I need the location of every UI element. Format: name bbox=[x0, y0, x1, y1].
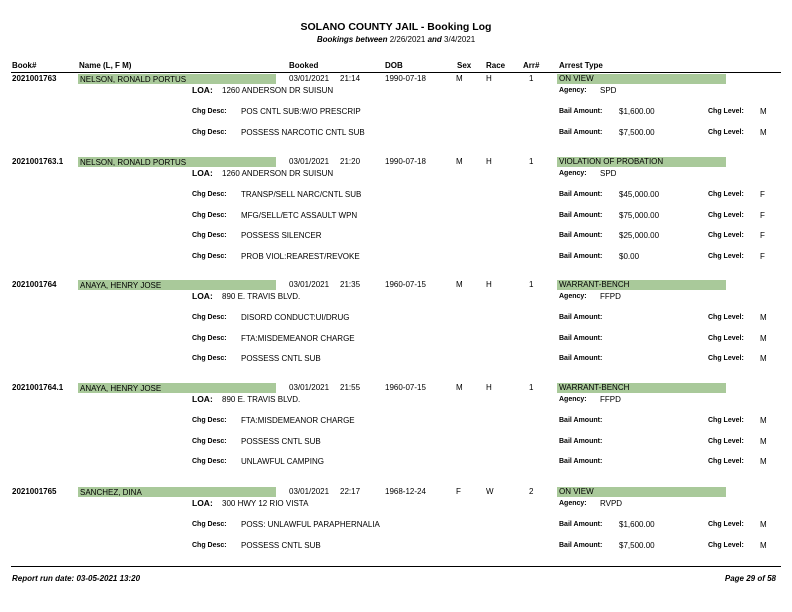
bail-amount-label: Bail Amount: bbox=[559, 128, 603, 136]
header-divider bbox=[11, 72, 781, 73]
bail-amount: $1,600.00 bbox=[619, 520, 655, 529]
chg-level-label: Chg Level: bbox=[708, 252, 744, 260]
arrest-type: ON VIEW bbox=[559, 487, 594, 496]
col-arr: Arr# bbox=[523, 61, 540, 70]
bail-amount-label: Bail Amount: bbox=[559, 252, 603, 260]
chg-desc-label: Chg Desc: bbox=[192, 191, 227, 198]
loa-value: 300 HWY 12 RIO VISTA bbox=[222, 499, 309, 508]
col-sex: Sex bbox=[457, 61, 472, 70]
sex: M bbox=[456, 157, 463, 166]
chg-level-label: Chg Level: bbox=[708, 211, 744, 219]
bail-amount: $0.00 bbox=[619, 251, 640, 261]
inmate-name: NELSON, RONALD PORTUS bbox=[80, 75, 187, 84]
race: H bbox=[486, 383, 492, 392]
bail-amount-label: Bail Amount: bbox=[559, 417, 603, 424]
inmate-name: ANAYA, HENRY JOSE bbox=[80, 384, 162, 393]
charge-level: M bbox=[760, 354, 767, 363]
booked-time: 21:55 bbox=[340, 383, 361, 392]
bail-amount-label: Bail Amount: bbox=[559, 232, 603, 239]
inmate-name: ANAYA, HENRY JOSE bbox=[80, 281, 162, 290]
bail-amount: $7,500.00 bbox=[619, 127, 655, 137]
sex: F bbox=[456, 487, 461, 496]
book-number: 2021001764.1 bbox=[12, 383, 64, 392]
bail-amount: $25,000.00 bbox=[619, 231, 660, 240]
charge-description: TRANSP/SELL NARC/CNTL SUB bbox=[241, 190, 362, 199]
charge-level: M bbox=[760, 313, 767, 322]
booked-time: 22:17 bbox=[340, 487, 361, 496]
charge-level: F bbox=[760, 210, 765, 220]
booked-date: 03/01/2021 bbox=[289, 280, 330, 289]
charge-description: PROB VIOL:REAREST/REVOKE bbox=[241, 251, 360, 261]
bail-amount-label: Bail Amount: bbox=[559, 191, 603, 198]
charge-description: POSSESS CNTL SUB bbox=[241, 354, 321, 363]
book-number: 2021001763 bbox=[12, 74, 57, 83]
charge-level: F bbox=[760, 190, 765, 199]
agency-value: FFPD bbox=[600, 292, 621, 301]
dob: 1990-07-18 bbox=[385, 74, 426, 83]
charge-description: FTA:MISDEMEANOR CHARGE bbox=[241, 333, 355, 343]
arrest-number: 1 bbox=[529, 383, 534, 392]
loa-value: 890 E. TRAVIS BLVD. bbox=[222, 395, 301, 404]
chg-desc-label: Chg Desc: bbox=[192, 314, 227, 321]
dob: 1968-12-24 bbox=[385, 487, 426, 496]
agency-value: RVPD bbox=[600, 499, 623, 508]
charge-description: POSSESS SILENCER bbox=[241, 231, 322, 240]
dob: 1960-07-15 bbox=[385, 383, 426, 392]
agency-value: SPD bbox=[600, 86, 617, 95]
book-number: 2021001764 bbox=[12, 280, 57, 289]
col-name: Name (L, F M) bbox=[79, 61, 132, 70]
agency-label: Agency: bbox=[559, 170, 587, 177]
chg-level-label: Chg Level: bbox=[708, 108, 744, 115]
arrest-type: VIOLATION OF PROBATION bbox=[559, 157, 664, 166]
agency-label: Agency: bbox=[559, 500, 587, 507]
charge-description: MFG/SELL/ETC ASSAULT WPN bbox=[241, 210, 358, 220]
subtitle-and: and bbox=[427, 35, 442, 44]
report-subtitle bbox=[0, 35, 792, 44]
charge-description: POSS: UNLAWFUL PARAPHERNALIA bbox=[241, 520, 380, 529]
chg-level-label: Chg Level: bbox=[708, 334, 744, 342]
report-run-date: Report run date: 03-05-2021 13:20 bbox=[12, 574, 141, 583]
booked-date: 03/01/2021 bbox=[289, 157, 330, 166]
arrest-type: ON VIEW bbox=[559, 74, 594, 83]
chg-level-label: Chg Level: bbox=[708, 458, 744, 465]
bail-amount-label: Bail Amount: bbox=[559, 541, 603, 549]
charge-level: M bbox=[760, 333, 767, 343]
charge-description: POS CNTL SUB:W/O PRESCRIP bbox=[241, 107, 361, 116]
footer-divider bbox=[11, 566, 781, 567]
charge-description: POSSESS CNTL SUB bbox=[241, 436, 321, 446]
booked-time: 21:20 bbox=[340, 157, 361, 166]
loa-label: LOA: bbox=[192, 498, 213, 508]
charge-description: DISORD CONDUCT:UI/DRUG bbox=[241, 313, 350, 322]
chg-level-label: Chg Level: bbox=[708, 128, 744, 136]
bail-amount-label: Bail Amount: bbox=[559, 458, 603, 465]
race: H bbox=[486, 157, 492, 166]
bail-amount-label: Bail Amount: bbox=[559, 108, 603, 115]
charge-description: POSSESS CNTL SUB bbox=[241, 540, 321, 550]
dob: 1990-07-18 bbox=[385, 157, 426, 166]
booked-date: 03/01/2021 bbox=[289, 383, 330, 392]
bail-amount-label: Bail Amount: bbox=[559, 521, 603, 528]
chg-level-label: Chg Level: bbox=[708, 191, 744, 198]
charge-level: M bbox=[760, 107, 767, 116]
arrest-number: 1 bbox=[529, 280, 534, 289]
loa-label: LOA: bbox=[192, 168, 213, 178]
col-race: Race bbox=[486, 61, 506, 70]
bail-amount-label: Bail Amount: bbox=[559, 211, 603, 219]
arrest-number: 2 bbox=[529, 487, 534, 496]
charge-level: M bbox=[760, 457, 767, 466]
charge-level: M bbox=[760, 520, 767, 529]
chg-desc-label: Chg Desc: bbox=[192, 355, 227, 362]
arrest-type: WARRANT-BENCH bbox=[559, 280, 630, 289]
date-from: 2/26/2021 bbox=[389, 35, 426, 44]
race: W bbox=[486, 487, 494, 496]
agency-label: Agency: bbox=[559, 87, 587, 94]
book-number: 2021001765 bbox=[12, 487, 57, 496]
bail-amount-label: Bail Amount: bbox=[559, 355, 603, 362]
chg-level-label: Chg Level: bbox=[708, 232, 744, 239]
bail-amount-label: Bail Amount: bbox=[559, 334, 603, 342]
chg-level-label: Chg Level: bbox=[708, 541, 744, 549]
loa-value: 1260 ANDERSON DR SUISUN bbox=[222, 169, 334, 178]
charge-level: M bbox=[760, 127, 767, 137]
bail-amount: $1,600.00 bbox=[619, 107, 655, 116]
booked-time: 21:35 bbox=[340, 280, 361, 289]
inmate-name: SANCHEZ, DINA bbox=[80, 488, 142, 497]
chg-desc-label: Chg Desc: bbox=[192, 437, 227, 445]
loa-label: LOA: bbox=[192, 85, 213, 95]
charge-description: POSSESS NARCOTIC CNTL SUB bbox=[241, 127, 365, 137]
agency-label: Agency: bbox=[559, 396, 587, 403]
chg-level-label: Chg Level: bbox=[708, 417, 744, 424]
charge-level: F bbox=[760, 231, 765, 240]
sex: M bbox=[456, 280, 463, 289]
loa-value: 1260 ANDERSON DR SUISUN bbox=[222, 86, 334, 95]
chg-desc-label: Chg Desc: bbox=[192, 232, 227, 239]
loa-label: LOA: bbox=[192, 394, 213, 404]
arrest-type: WARRANT-BENCH bbox=[559, 383, 630, 392]
chg-desc-label: Chg Desc: bbox=[192, 458, 227, 465]
chg-level-label: Chg Level: bbox=[708, 355, 744, 362]
agency-label: Agency: bbox=[559, 293, 587, 300]
charge-level: M bbox=[760, 416, 767, 425]
book-number: 2021001763.1 bbox=[12, 157, 64, 166]
charge-description: FTA:MISDEMEANOR CHARGE bbox=[241, 416, 355, 425]
bail-amount: $45,000.00 bbox=[619, 190, 660, 199]
col-arrest-type: Arrest Type bbox=[559, 61, 603, 70]
bail-amount: $75,000.00 bbox=[619, 210, 660, 220]
booked-time: 21:14 bbox=[340, 74, 361, 83]
charge-description: UNLAWFUL CAMPING bbox=[241, 457, 324, 466]
inmate-name: NELSON, RONALD PORTUS bbox=[80, 158, 187, 167]
race: H bbox=[486, 280, 492, 289]
dob: 1960-07-15 bbox=[385, 280, 426, 289]
chg-level-label: Chg Level: bbox=[708, 314, 744, 321]
report-title: SOLANO COUNTY JAIL - Booking Log bbox=[300, 21, 492, 33]
loa-value: 890 E. TRAVIS BLVD. bbox=[222, 292, 301, 301]
col-book: Book# bbox=[12, 61, 37, 70]
booked-date: 03/01/2021 bbox=[289, 74, 330, 83]
chg-desc-label: Chg Desc: bbox=[192, 108, 227, 115]
chg-desc-label: Chg Desc: bbox=[192, 252, 227, 260]
arrest-number: 1 bbox=[529, 74, 534, 83]
charge-level: F bbox=[760, 251, 765, 261]
chg-desc-label: Chg Desc: bbox=[192, 417, 227, 424]
sex: M bbox=[456, 383, 463, 392]
date-to: 3/4/2021 bbox=[444, 35, 476, 44]
chg-desc-label: Chg Desc: bbox=[192, 334, 227, 342]
race: H bbox=[486, 74, 492, 83]
chg-desc-label: Chg Desc: bbox=[192, 521, 227, 528]
agency-value: SPD bbox=[600, 169, 617, 178]
charge-level: M bbox=[760, 436, 767, 446]
charge-level: M bbox=[760, 540, 767, 550]
chg-level-label: Chg Level: bbox=[708, 437, 744, 445]
agency-value: FFPD bbox=[600, 395, 621, 404]
bail-amount-label: Bail Amount: bbox=[559, 314, 603, 321]
arrest-number: 1 bbox=[529, 157, 534, 166]
bail-amount-label: Bail Amount: bbox=[559, 437, 603, 445]
col-dob: DOB bbox=[385, 61, 403, 70]
chg-desc-label: Chg Desc: bbox=[192, 541, 227, 549]
chg-level-label: Chg Level: bbox=[708, 521, 744, 528]
bail-amount: $7,500.00 bbox=[619, 540, 655, 550]
loa-label: LOA: bbox=[192, 291, 213, 301]
subtitle-prefix: Bookings between bbox=[316, 35, 388, 44]
sex: M bbox=[456, 74, 463, 83]
chg-desc-label: Chg Desc: bbox=[192, 211, 227, 219]
chg-desc-label: Chg Desc: bbox=[192, 128, 227, 136]
col-booked: Booked bbox=[289, 61, 319, 70]
booked-date: 03/01/2021 bbox=[289, 487, 330, 496]
page-number: Page 29 of 58 bbox=[724, 574, 776, 583]
